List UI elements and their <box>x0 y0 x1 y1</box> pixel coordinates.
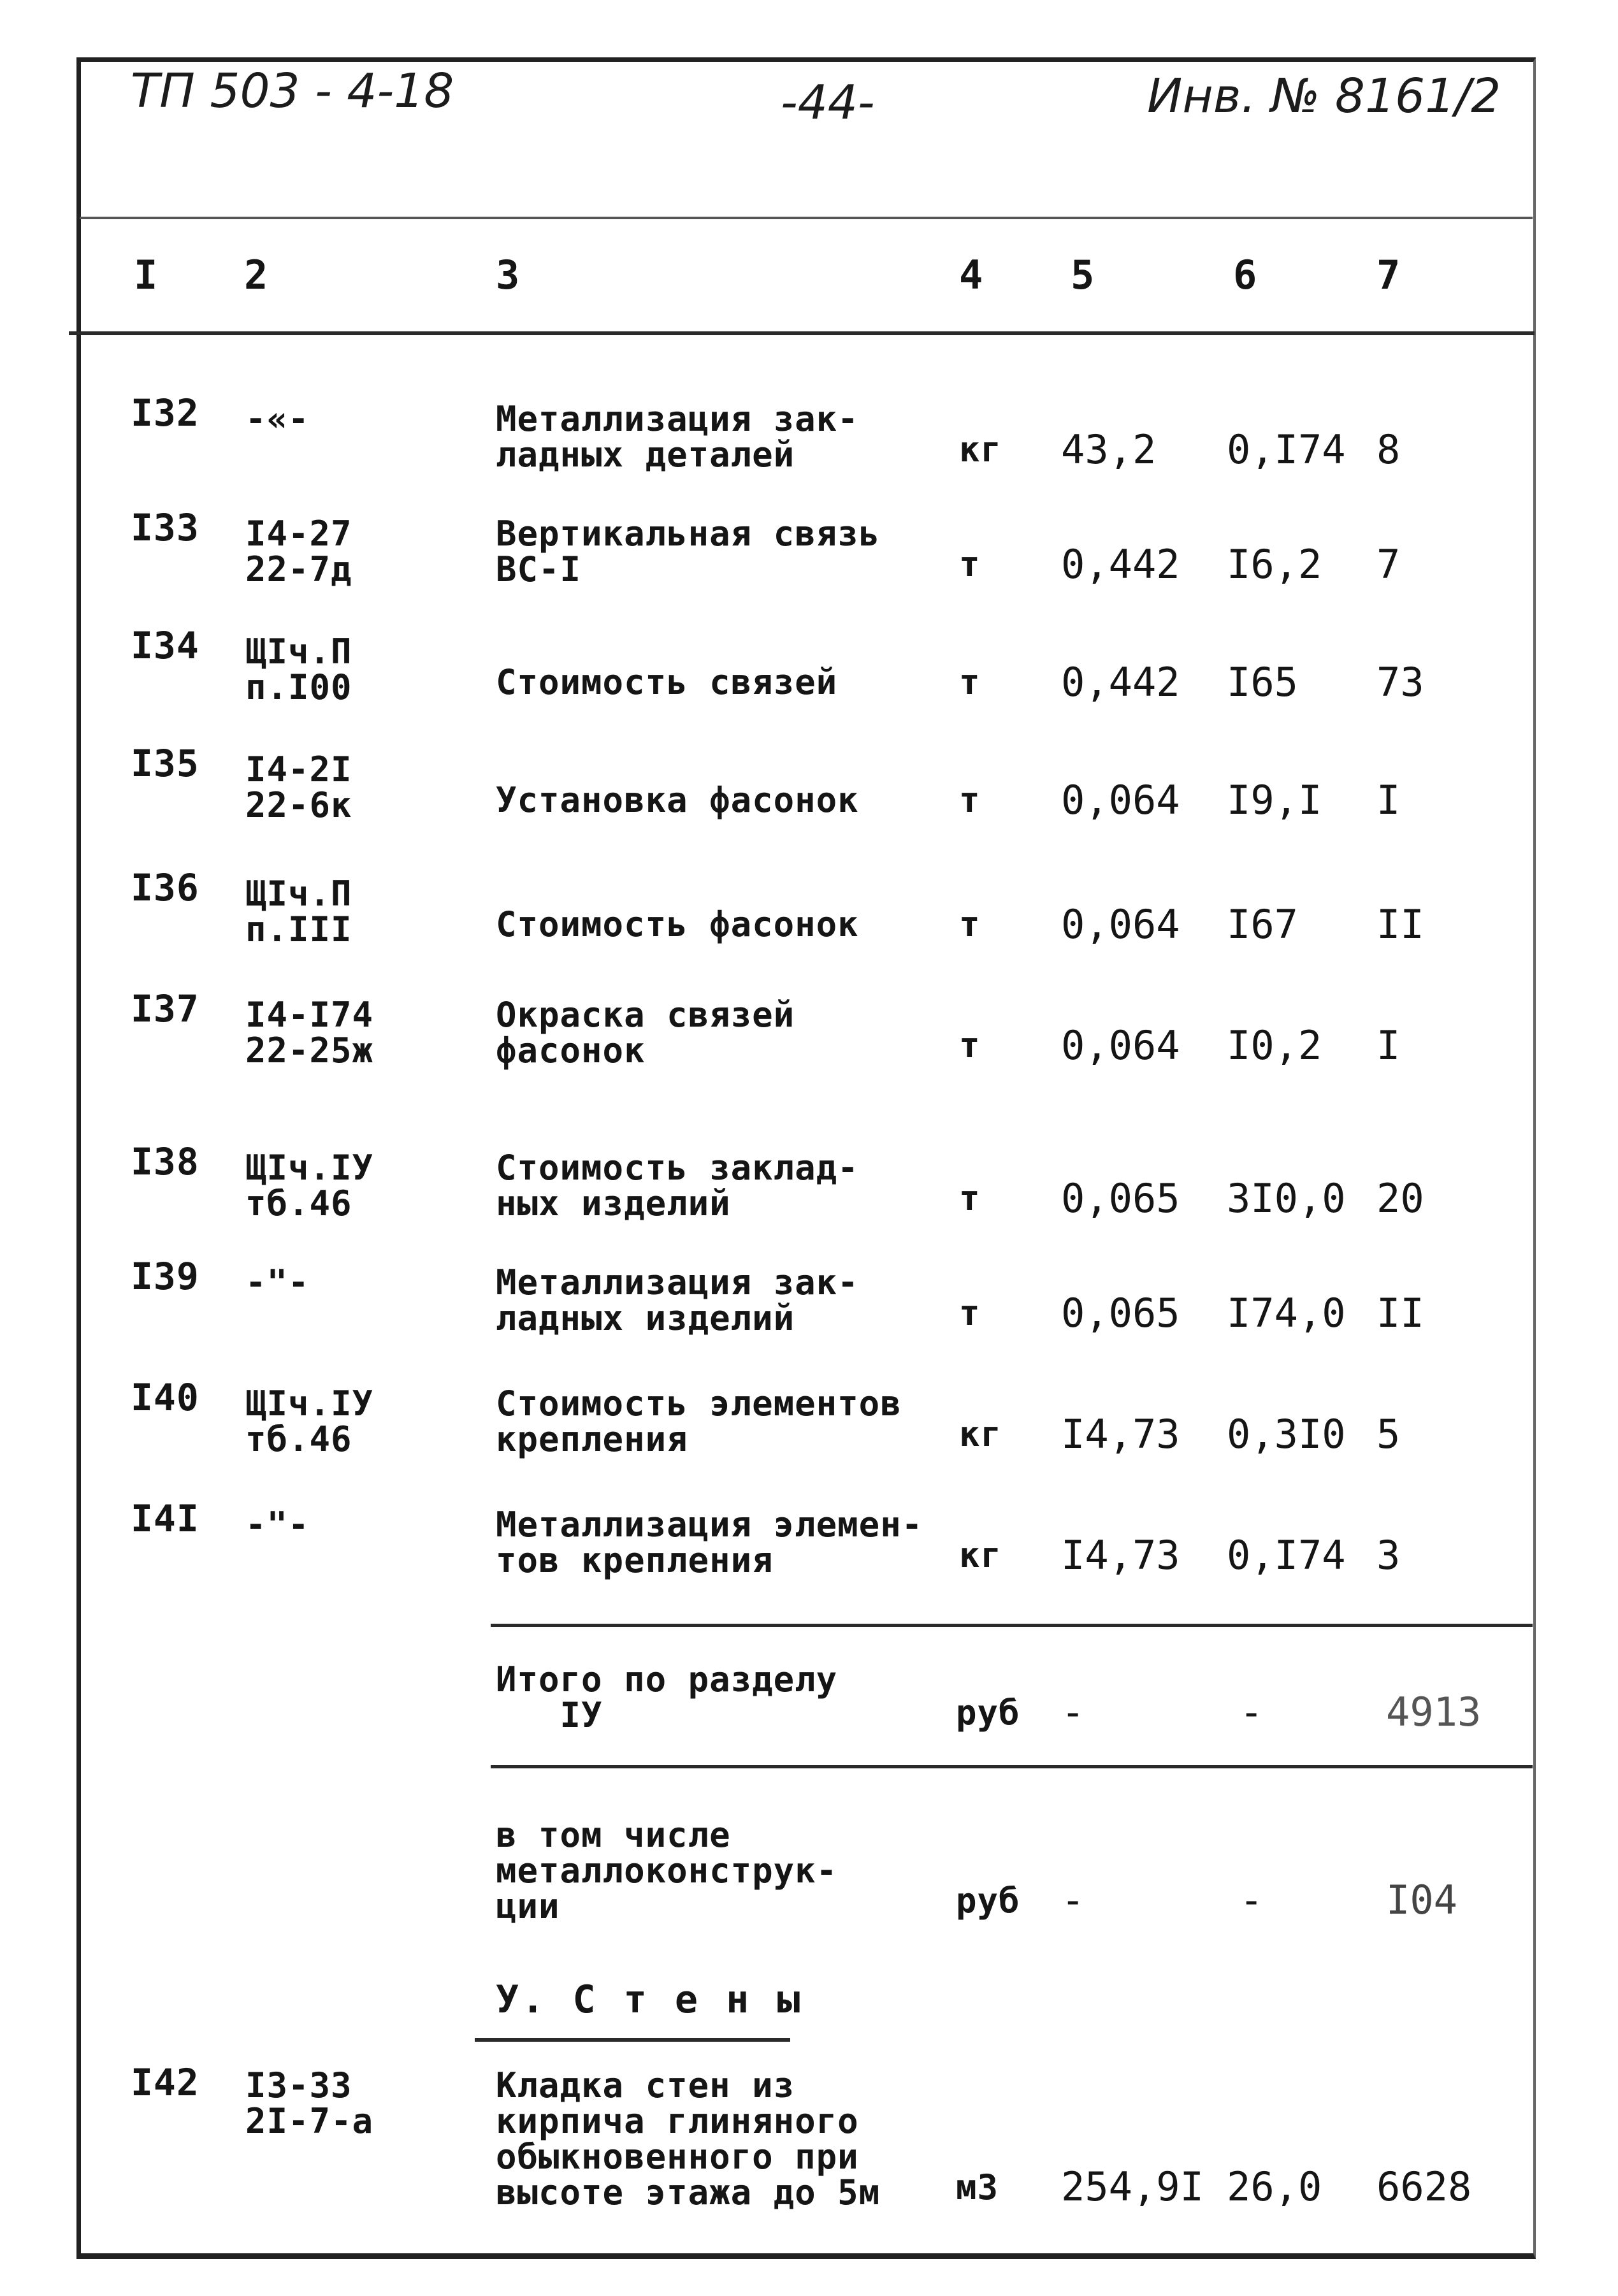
row-number: I35 <box>131 742 199 785</box>
row-qty: 0,064 <box>1061 777 1180 823</box>
row-price: 0,I74 <box>1227 1532 1346 1578</box>
row-number: I36 <box>131 866 199 909</box>
row-cost: 6628 <box>1376 2163 1472 2210</box>
row-cost: II <box>1376 1290 1424 1336</box>
row-description: Металлизация зак- ладных деталей <box>496 399 859 475</box>
row-price: I65 <box>1227 659 1298 705</box>
row-price: I6,2 <box>1227 541 1322 588</box>
row-unit: м3 <box>956 2167 999 2207</box>
row-unit: кг <box>959 430 1002 470</box>
row-qty: 0,064 <box>1061 1022 1180 1069</box>
row-cost: II <box>1376 901 1424 948</box>
row-description: Металлизация зак- ладных изделий <box>496 1262 859 1338</box>
row-qty: I4,73 <box>1061 1411 1180 1457</box>
row-description: Стоимость фасонок <box>496 904 859 944</box>
row-cost: 20 <box>1376 1175 1424 1222</box>
row-reference: ЩIч.П п.I00 <box>245 632 352 707</box>
row-description: Установка фасонок <box>496 780 859 820</box>
row-unit: т <box>959 1293 981 1333</box>
header-rule <box>80 217 1533 219</box>
summary-qty: - <box>1061 1877 1085 1923</box>
row-reference: -"- <box>245 1262 310 1303</box>
summary-unit: руб <box>956 1693 1020 1733</box>
row-price: I74,0 <box>1227 1290 1346 1336</box>
row-number: I4I <box>131 1497 199 1540</box>
row-qty: 0,442 <box>1061 659 1180 705</box>
inventory-number: Инв. № 8161/2 <box>1147 69 1501 124</box>
row-description: Металлизация элемен- тов крепления <box>496 1505 923 1580</box>
row-unit: т <box>959 780 981 820</box>
page-number: -44- <box>781 75 875 130</box>
row-unit: т <box>959 904 981 944</box>
row-number: I34 <box>131 624 199 667</box>
row-number: I38 <box>131 1140 199 1183</box>
row-unit: кг <box>959 1414 1002 1454</box>
row-reference: -"- <box>245 1505 310 1545</box>
row-description: Стоимость связей <box>496 662 838 702</box>
summary-rule <box>491 1624 1533 1627</box>
summary-label: Итого по разделу IУ <box>496 1659 838 1735</box>
column-number: 2 <box>244 252 268 298</box>
row-description: Окраска связей фасонок <box>496 995 795 1071</box>
row-reference: I4-27 22-7д <box>245 514 352 589</box>
row-cost: I <box>1376 777 1401 823</box>
row-number: I37 <box>131 987 199 1030</box>
column-number: 5 <box>1071 252 1095 298</box>
row-reference: I3-33 2I-7-а <box>245 2065 374 2141</box>
summary-qty: - <box>1061 1689 1085 1735</box>
row-reference: I4-2I 22-6к <box>245 749 352 825</box>
column-number: 6 <box>1233 252 1257 298</box>
row-qty: 0,065 <box>1061 1290 1180 1336</box>
summary-label: в том числе металлоконструк- ции <box>496 1815 838 1926</box>
row-qty: 254,9I <box>1061 2163 1204 2210</box>
row-qty: I4,73 <box>1061 1532 1180 1578</box>
row-unit: т <box>959 1178 981 1218</box>
row-reference: ЩIч.П п.III <box>245 874 352 949</box>
summary-price: - <box>1239 1689 1264 1735</box>
row-description: Вертикальная связь ВС-I <box>496 514 881 589</box>
row-qty: 0,064 <box>1061 901 1180 948</box>
row-reference: ЩIч.IУ тб.46 <box>245 1383 374 1459</box>
row-description: Стоимость заклад- ных изделий <box>496 1148 859 1224</box>
row-number: I33 <box>131 506 199 549</box>
row-description: Стоимость элементов крепления <box>496 1383 902 1459</box>
row-price: I9,I <box>1227 777 1322 823</box>
row-unit: т <box>959 662 981 702</box>
row-unit: т <box>959 1025 981 1065</box>
row-price: 26,0 <box>1227 2163 1322 2210</box>
section-title-underline <box>475 2038 790 2042</box>
project-code: ТП 503 - 4-18 <box>131 64 454 119</box>
row-qty: 0,442 <box>1061 541 1180 588</box>
row-price: 0,3I0 <box>1227 1411 1346 1457</box>
row-cost: 3 <box>1376 1532 1401 1578</box>
row-reference: -«- <box>245 399 310 439</box>
summary-unit: руб <box>956 1881 1020 1921</box>
row-number: I39 <box>131 1255 199 1298</box>
row-price: I0,2 <box>1227 1022 1322 1069</box>
column-number: 3 <box>496 252 520 298</box>
row-number: I42 <box>131 2061 199 2104</box>
row-cost: 5 <box>1376 1411 1401 1457</box>
row-number: I32 <box>131 391 199 435</box>
row-description: Кладка стен из кирпича глиняного обыкновенного при высоте этажа до 5м <box>496 2065 881 2213</box>
row-price: 3I0,0 <box>1227 1175 1346 1222</box>
row-price: 0,I74 <box>1227 426 1346 473</box>
summary-price: - <box>1239 1877 1264 1923</box>
column-number: I <box>134 252 158 298</box>
row-number: I40 <box>131 1376 199 1419</box>
row-reference: I4-I74 22-25ж <box>245 995 374 1071</box>
row-qty: 0,065 <box>1061 1175 1180 1222</box>
row-cost: 73 <box>1376 659 1424 705</box>
column-number: 4 <box>959 252 983 298</box>
row-cost: I <box>1376 1022 1401 1069</box>
row-reference: ЩIч.IУ тб.46 <box>245 1148 374 1224</box>
summary-cost: 4913 <box>1386 1689 1482 1735</box>
row-cost: 7 <box>1376 541 1401 588</box>
column-header-rule <box>69 331 1535 335</box>
row-unit: т <box>959 544 981 584</box>
summary-cost: I04 <box>1386 1877 1457 1923</box>
row-price: I67 <box>1227 901 1298 948</box>
row-unit: кг <box>959 1535 1002 1575</box>
column-number: 7 <box>1376 252 1401 298</box>
summary-rule <box>491 1765 1533 1768</box>
row-qty: 43,2 <box>1061 426 1157 473</box>
row-cost: 8 <box>1376 426 1401 473</box>
section-title: У. С т е н ы <box>496 1977 803 2022</box>
